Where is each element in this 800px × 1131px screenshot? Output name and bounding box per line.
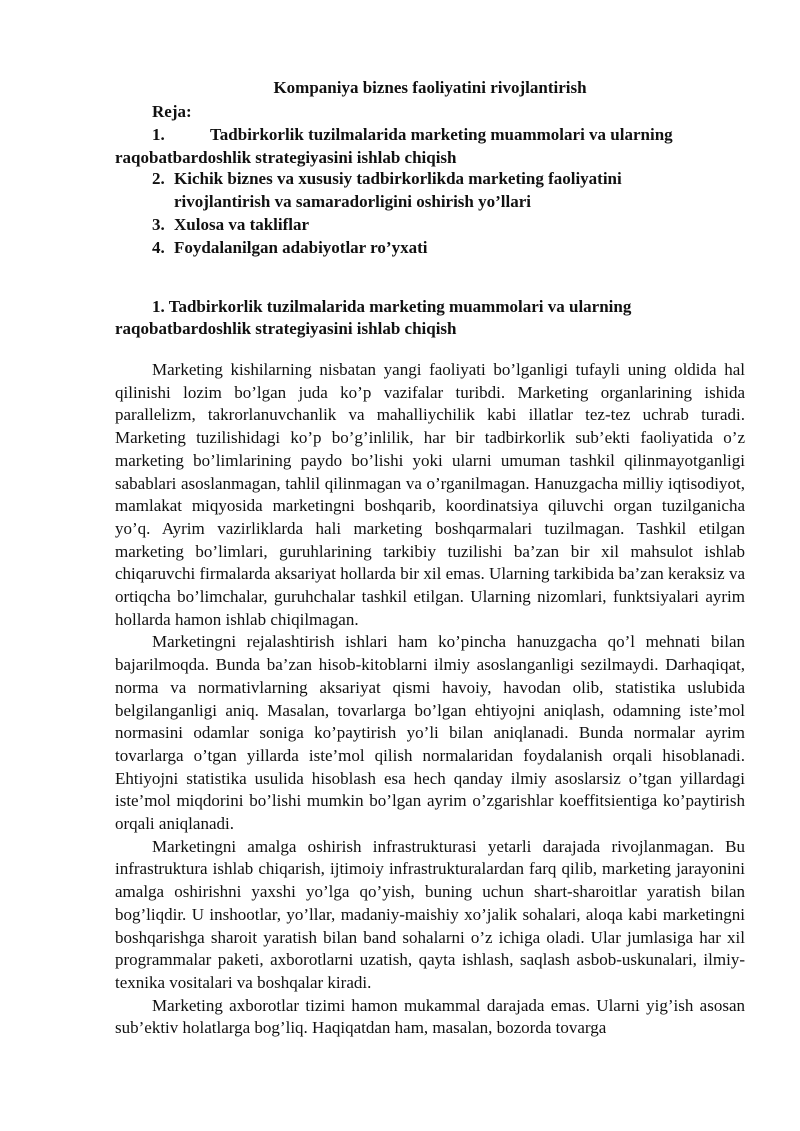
plan-item-number: 4. <box>152 238 165 257</box>
plan-item-4 <box>152 236 712 259</box>
plan-item-number: 1. <box>152 125 165 144</box>
document-title: Kompaniya biznes faoliyatini rivojlantirish <box>273 78 587 97</box>
body-text <box>115 359 745 1040</box>
paragraph: Marketingni rejalashtirish ishlari ham ko’pincha hanuzgacha qo’l mehnati bilan bajarilmoqda. Bunda ba’zan hisob-kitoblarni ilmiy asoslanganligi sezilmaydi. Darhaqiqat, norma va normativlarning aksariyat qismi havoiy, havodan olib, statistika uslubida belgilanganligi aniq. Masalan, tovarlarga bo’lgan ehtiyojni aniqlash, odamning iste’mol normasini odamlar soniga ko’paytirish yo’li bilan aniqlanadi. Bunda normalar ayrim tovarlarga o’tgan yillarda iste’mol qilish normalaridan foydalanish orqali hisoblanadi. Ehtiyojni statistika usulida hisoblash esa hech qanday ilmiy asoslarsiz o’tgan yillardagi iste’mol miqdorini bo’lishi mumkin bo’lgan ayrim o’zgarishlar koeffitsientiga ko’paytirish orqali aniqlanadi. <box>115 632 745 834</box>
plan-label: Reja: <box>152 102 192 121</box>
plan-item-2 <box>152 167 712 213</box>
section-heading <box>115 296 745 340</box>
plan-item-3 <box>152 213 712 236</box>
plan-item-text: Foydalanilgan adabiyotlar ro’yxati <box>174 238 428 257</box>
section-heading-text: 1. Tadbirkorlik tuzilmalarida marketing muammolari va ularning raqobatbardoshlik strategiyasini ishlab chiqish <box>115 297 632 338</box>
plan-item-text: Tadbirkorlik tuzilmalarida marketing muammolari va ularning raqobatbardoshlik strategiyasini ishlab chiqish <box>115 125 673 167</box>
plan-item-number: 3. <box>152 215 165 234</box>
plan-item-number: 2. <box>152 169 165 188</box>
plan-item-1 <box>115 123 745 169</box>
paragraph: Marketing axborotlar tizimi hamon mukammal darajada emas. Ularni yig’ish asosan sub’ektiv holatlarga bog’liq. Haqiqatdan ham, masalan, bozorda tovarga <box>115 995 745 1038</box>
plan-item-text: Xulosa va takliflar <box>174 215 310 234</box>
paragraph: Marketingni amalga oshirish infrastrukturasi yetarli darajada rivojlanmagan. Bu infrastruktura ishlab chiqarish, ijtimoiy infrastrukturalardan farq qilib, marketing jarayonini amalga oshirishni yaxshi yo’lga qo’yish, buning uchun shart-sharoitlar yaratish bilan bog’liqdir. U inshootlar, yo’llar, madaniy-maishiy xo’jalik sohalari, aloqa kabi marketingni boshqarishga sharoit yaratish bilan band sohalarni o’z ichiga oladi. Ular jumlasiga har xil programmalar paketi, axborotlarni uzatish, qayta ishlash, saqlash asbob-uskunalari, ilmiy-texnika vositalari va boshqalar kiradi. <box>115 836 745 992</box>
paragraph: Marketing kishilarning nisbatan yangi faoliyati bo’lganligi tufayli uning oldida hal qilinishi lozim bo’lgan juda ko’p vazifalar turibdi. Marketing organlarining ishida parallelizm, takrorlanuvchanlik va mahalliychilik kabi illatlar tez-tez uchrab turadi. Marketing tuzilishidagi ko’p bo’g’inlilik, har bir tadbirkorlik sub’ekti faoliyatida o’z marketing bo’limlarining paydo bo’lishi yoki ularni umuman tashkil qilinmayotganligi sabablari asoslanmagan, tahlil qilinmagan va o’rganilmagan. Hanuzgacha milliy iqtisodiyot, mamlakat miqyosida marketingni boshqarib, koordinatsiya qiluvchi organ tuzilganicha yo’q. Ayrim vazirliklarda hali marketing boshqarmalari tuzilmagan. Tashkil etilgan marketing bo’limlari, guruhlarining tarkibiy tuzilishi ba’zan bir xil mahsulot ishlab chiqaruvchi firmalarda aksariyat hollarda bir xil emas. Ularning tarkibida ba’zan keraksiz va ortiqcha bo’limchalar, guruhchalar tashkil etilgan. Ularning nizomlari, funktsiyalari ayrim hollarda hamon ishlab chiqilmagan. <box>115 360 745 629</box>
plan-list <box>152 167 712 259</box>
plan-item-text: Kichik biznes va xususiy tadbirkorlikda marketing faoliyatini rivojlantirish va samaradorligini oshirish yo’llari <box>174 169 622 211</box>
